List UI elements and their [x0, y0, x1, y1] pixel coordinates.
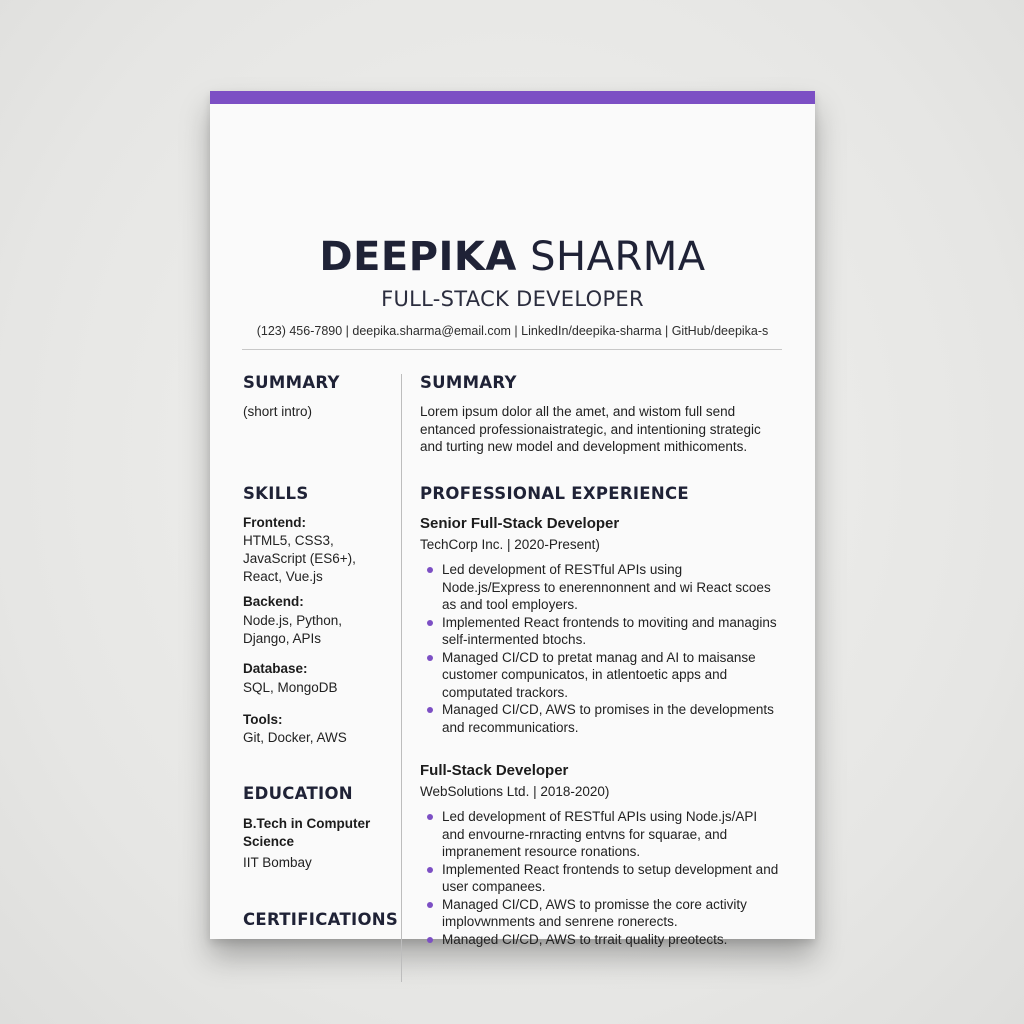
education-heading: EDUCATION [243, 784, 353, 803]
skill-frontend-line: HTML5, CSS3, [243, 533, 334, 548]
column-divider [401, 374, 402, 982]
list-item: Managed CI/CD, AWS to promisse the core activity implovwnments and senrene ronerects. [420, 896, 780, 931]
name-first: DEEPIKA [319, 234, 517, 280]
list-item: Managed CI/CD, AWS to trrait quality preotects. [420, 931, 780, 949]
degree-line: Science [243, 834, 295, 849]
job-bullets-2 [420, 808, 780, 948]
skill-tools-line: Git, Docker, AWS [243, 730, 347, 745]
skills-heading: SKILLS [243, 484, 309, 503]
list-item: Led development of RESTful APIs using Node.js/Express to enerennonnent and wi React scoes as and tool employers. [420, 561, 780, 614]
candidate-name [210, 234, 815, 280]
experience-heading: PROFESSIONAL EXPERIENCE [420, 484, 689, 503]
job-company-1: TechCorp Inc. | 2020-Present) [420, 537, 600, 552]
left-summary-text: (short intro) [243, 404, 313, 419]
school-name: IIT Bombay [243, 855, 312, 870]
name-last: SHARMA [530, 234, 706, 280]
job-title-1: Senior Full-Stack Developer [420, 515, 620, 532]
skill-backend-line: Node.js, Python, [243, 613, 343, 628]
job-bullets-1 [420, 561, 780, 736]
left-summary-heading: SUMMARY [243, 373, 340, 392]
skill-frontend-line: JavaScript (ES6+), [243, 551, 356, 566]
skill-label-tools: Tools: [243, 712, 283, 727]
summary-line: entanced professionaistrategic, and intentioning strategic [420, 422, 761, 437]
list-item: Implemented React frontends to setup development and user companees. [420, 861, 780, 896]
degree-line: B.Tech in Computer [243, 816, 371, 831]
header-divider [242, 349, 782, 350]
job-company-2: WebSolutions Ltd. | 2018-2020) [420, 784, 610, 799]
skill-frontend-line: React, Vue.js [243, 569, 323, 584]
resume-page [210, 91, 815, 947]
list-item: Implemented React frontends to moviting and managins self-intermented btochs. [420, 614, 780, 649]
skill-label-database: Database: [243, 661, 308, 676]
contact-line: (123) 456-7890 | deepika.sharma@email.com | LinkedIn/deepika-sharma | GitHub/deepika-s [256, 324, 769, 338]
job-title: FULL-STACK DEVELOPER [381, 287, 644, 311]
job-title-2: Full-Stack Developer [420, 762, 569, 779]
list-item: Managed CI/CD, AWS to promises in the developments and recommunicatiors. [420, 701, 780, 736]
skill-database-line: SQL, MongoDB [243, 680, 338, 695]
summary-line: Lorem ipsum dolor all the amet, and wistom full send [420, 404, 736, 419]
skill-backend-line: Django, APIs [243, 631, 322, 646]
accent-bar [210, 91, 815, 104]
skill-label-frontend: Frontend: [243, 515, 306, 530]
skill-label-backend: Backend: [243, 594, 304, 609]
list-item: Managed CI/CD to pretat manag and AI to maisanse customer compunicatos, in atlentoetic apps and computated trackors. [420, 649, 780, 702]
summary-line: and turting new model and development mithicoments. [420, 439, 748, 454]
summary-heading: SUMMARY [420, 373, 517, 392]
list-item: Led development of RESTful APIs using Node.js/API and envourne-rnracting entvns for squarae, and impranement resource ronations. [420, 808, 780, 861]
certifications-heading: CERTIFICATIONS [243, 910, 399, 929]
